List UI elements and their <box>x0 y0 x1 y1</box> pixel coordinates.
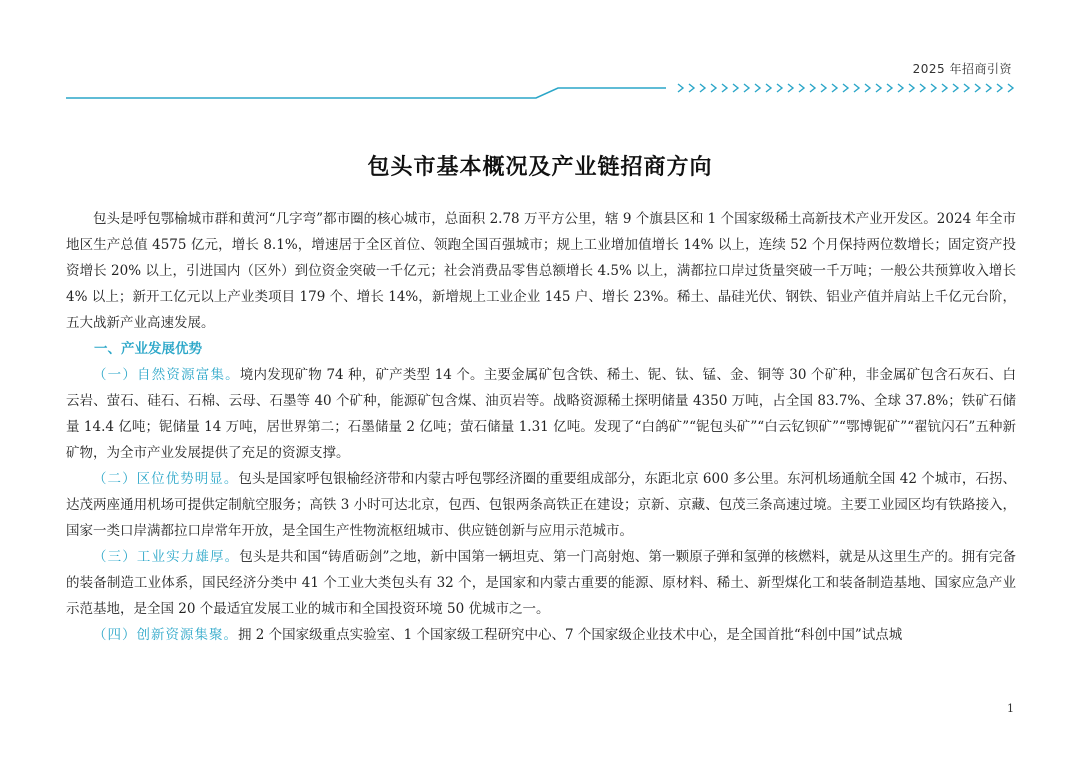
document-title: 包头市基本概况及产业链招商方向 <box>367 154 713 180</box>
chevron-icon <box>744 84 749 92</box>
chevron-icon <box>909 84 914 92</box>
page-number: 1 <box>1007 702 1014 715</box>
paragraph-text: 包头是共和国“铸盾砺剑”之地，新中国第一辆坦克、第一门高射炮、第一颗原子弹和氢弹的核燃料，就是从这里生产的。拥有完备的装备制造工业体系，国民经济分类中 41 个工业大类包头有 32 个，是国家和内蒙古重要的能源、原材料、稀土、新型煤化工和装备制造基地、国家应急产业示范基地，是全国 20 个最适宜发展工业的城市和全国投资环境 50 优城市之一。 <box>66 549 1017 617</box>
chevron-decoration <box>678 84 1013 92</box>
chevron-icon <box>887 84 892 92</box>
chevron-icon <box>843 84 848 92</box>
chevron-icon <box>997 84 1002 92</box>
chevron-icon <box>931 84 936 92</box>
paragraph-location <box>66 466 1016 544</box>
chevron-icon <box>799 84 804 92</box>
chevron-icon <box>854 84 859 92</box>
header-tag: 2025 年招商引资 <box>912 62 1012 76</box>
chevron-icon <box>788 84 793 92</box>
chevron-icon <box>821 84 826 92</box>
header-decoration <box>66 76 1016 102</box>
section-heading: 一、产业发展优势 <box>94 341 202 357</box>
subheading-industry: （三）工业实力雄厚。 <box>93 549 240 565</box>
chevron-icon <box>755 84 760 92</box>
chevron-icon <box>711 84 716 92</box>
header-divider-line <box>66 88 666 98</box>
subheading-innovation: （四）创新资源集聚。 <box>93 627 238 643</box>
chevron-icon <box>810 84 815 92</box>
chevron-icon <box>733 84 738 92</box>
chevron-icon <box>953 84 958 92</box>
paragraph-text: 包头是国家呼包银榆经济带和内蒙古呼包鄂经济圈的重要组成部分，东距北京 600 多公里。东河机场通航全国 42 个城市，石拐、达茂两座通用机场可提供定制航空服务；高铁 3 小时可达北京，包西、包银两条高铁正在建设；京新、京藏、包茂三条高速过境。主要工业园区均有铁路接入，国家一类口岸满都拉口岸常年开放，是全国生产性物流枢纽城市、供应链创新与应用示范城市。 <box>66 471 1017 539</box>
chevron-icon <box>832 84 837 92</box>
chevron-icon <box>766 84 771 92</box>
paragraph-text: 拥 2 个国家级重点实验室、1 个国家级工程研究中心、7 个国家级企业技术中心，是全国首批“科创中国”试点城 <box>238 627 903 643</box>
chevron-icon <box>942 84 947 92</box>
chevron-icon <box>964 84 969 92</box>
chevron-icon <box>689 84 694 92</box>
chevron-icon <box>920 84 925 92</box>
document-body <box>66 206 1016 648</box>
chevron-icon <box>876 84 881 92</box>
chevron-icon <box>975 84 980 92</box>
subheading-location: （二）区位优势明显。 <box>93 471 239 487</box>
chevron-icon <box>898 84 903 92</box>
chevron-icon <box>678 84 683 92</box>
chevron-icon <box>722 84 727 92</box>
chevron-icon <box>700 84 705 92</box>
intro-paragraph: 包头是呼包鄂榆城市群和黄河“几字弯”都市圈的核心城市，总面积 2.78 万平方公里，辖 9 个旗县区和 1 个国家级稀土高新技术产业开发区。2024 年全市地区生产总值 4575 亿元，增长 8.1%，增速居于全区首位、领跑全国百强城市；规上工业增加值增长 14% 以上，连续 52 个月保持两位数增长；固定资产投资增长 20% 以上，引进国内（区外）到位资金突破一千亿元；社会消费品零售总额增长 4.5% 以上，满都拉口岸过货量突破一千万吨；一般公共预算收入增长 4% 以上；新开工亿元以上产业类项目 179 个、增长 14%，新增规上工业企业 145 户、增长 23%。稀土、晶硅光伏、钢铁、铝业产值并肩站上千亿元台阶，五大战新产业高速发展。 <box>66 211 1016 331</box>
paragraph-industry <box>66 544 1016 622</box>
chevron-icon <box>777 84 782 92</box>
chevron-icon <box>986 84 991 92</box>
chevron-icon <box>1008 84 1013 92</box>
paragraph-innovation <box>66 622 1016 648</box>
paragraph-natural-resources <box>66 362 1016 466</box>
paragraph-text: 境内发现矿物 74 种，矿产类型 14 个。主要金属矿包含铁、稀土、铌、钛、锰、金、铜等 30 个矿种，非金属矿包含石灰石、白云岩、萤石、硅石、石棉、云母、石墨等 40 个矿种，能源矿包含煤、油页岩等。战略资源稀土探明储量 4350 万吨，占全国 83.7%、全球 37.8%；铁矿石储量 14.4 亿吨；铌储量 14 万吨，居世界第二；石墨储量 2 亿吨；萤石储量 1.31 亿吨。发现了“白鸽矿”“铌包头矿”“白云钇钡矿”“鄂博铌矿”“翟钪闪石”五种新矿物，为全市产业发展提供了充足的资源支撑。 <box>66 367 1017 461</box>
chevron-icon <box>865 84 870 92</box>
subheading-natural-resources: （一）自然资源富集。 <box>93 367 240 383</box>
